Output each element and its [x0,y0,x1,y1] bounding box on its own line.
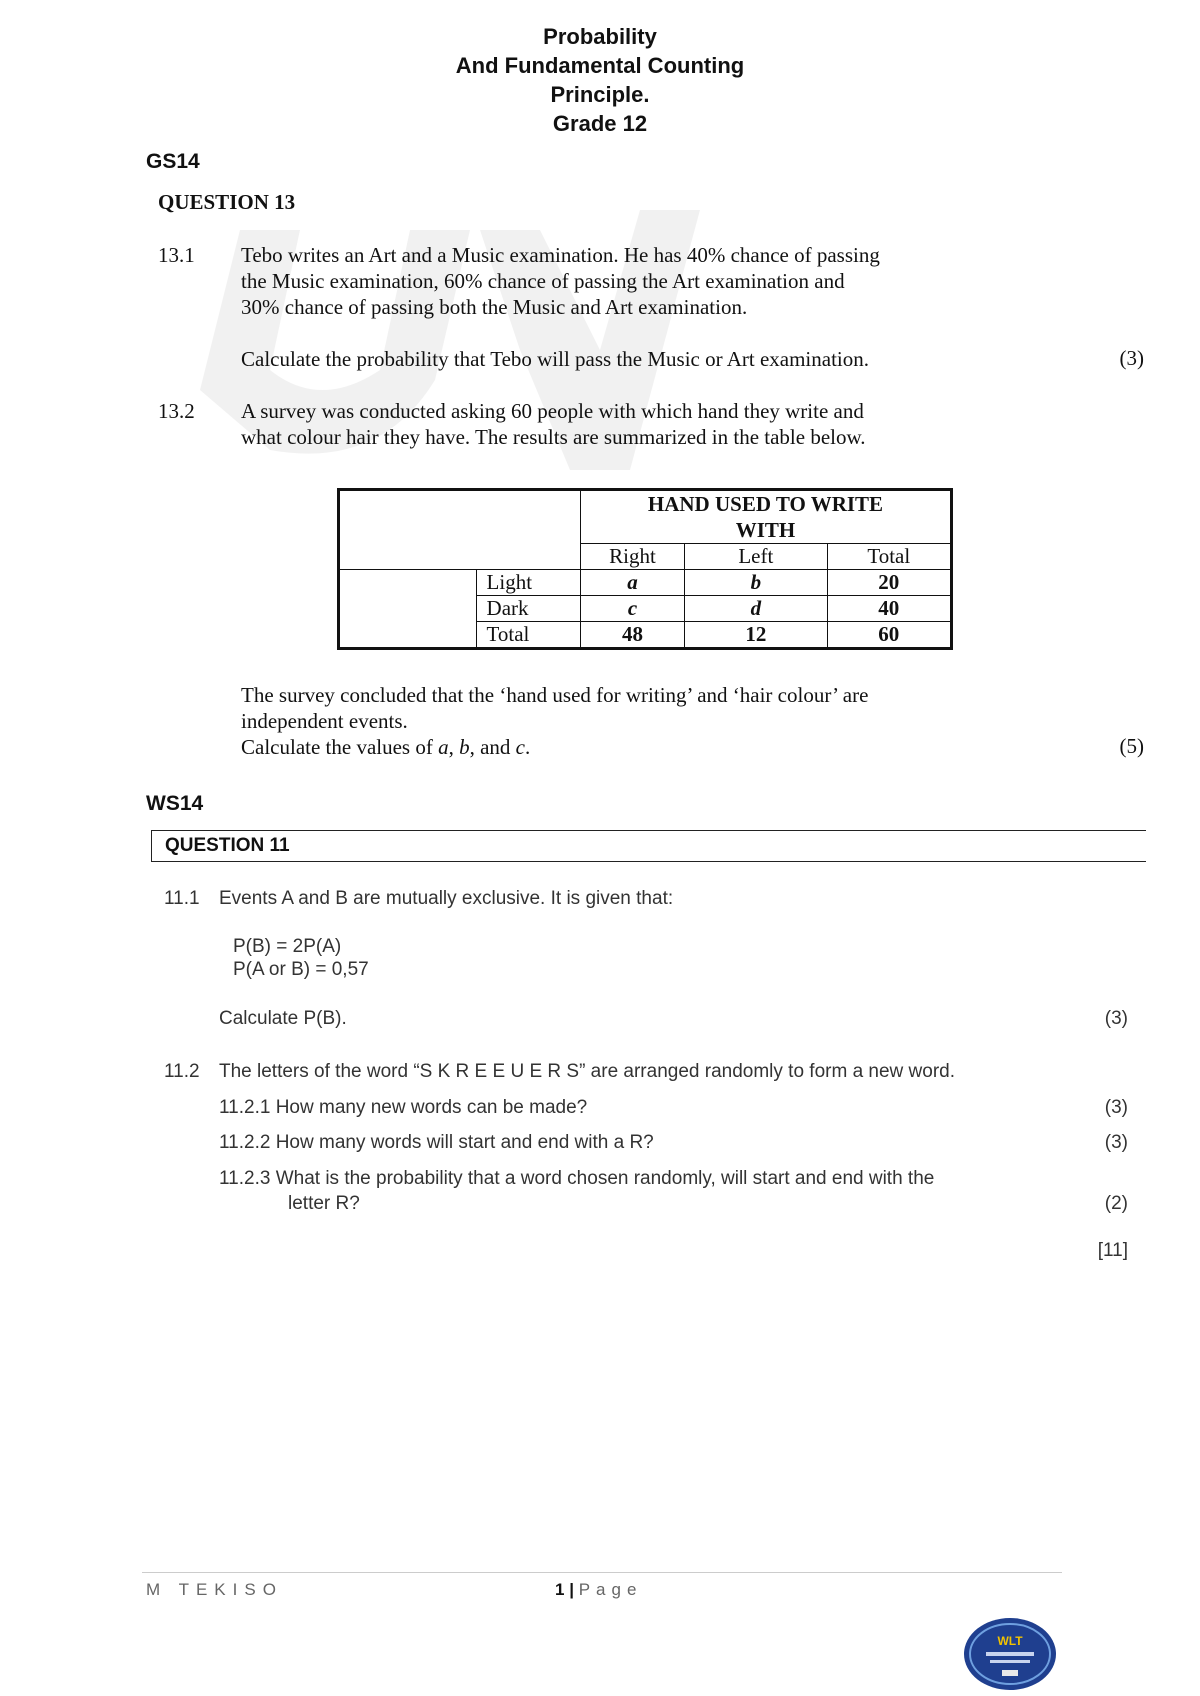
table-empty-corner [339,490,581,570]
title-line-2: And Fundamental Counting [455,53,745,78]
cell-light-total: 20 [827,570,951,596]
footer-page [555,1580,642,1600]
question-number-13-1: 13.1 [158,243,195,267]
list-item [219,1097,587,1119]
school-crest-logo-icon [962,1612,1058,1692]
conclusion-line-2: independent events. [241,709,408,733]
question-13-1-text [241,242,1051,320]
cell-left-total: 12 [685,622,827,649]
question-number-11-2: 11.2 [164,1061,200,1082]
instruction-prefix: Calculate the values of [241,735,439,759]
list-item [219,1132,654,1154]
page-label: Page [578,1580,643,1599]
question-13-2-conclusion [241,682,1047,760]
cell-right-total: 48 [580,622,684,649]
row-group-blank [339,570,477,649]
question-11-1-text: Events A and B are mutually exclusive. It is given that: [219,888,674,909]
sub-text-continued: letter R? [288,1193,360,1214]
column-header-right: Right [580,544,684,570]
sep: , [448,735,460,759]
sub-number: 11.2.3 [219,1168,271,1189]
question-11-1-instruction: Calculate P(B). [219,1008,347,1029]
q13-1-line: Tebo writes an Art and a Music examination. He has 40% chance of passing [241,243,880,267]
cell-grand-total: 60 [827,622,951,649]
var-a: a [438,735,449,759]
section-label-gs14: GS14 [146,150,200,173]
sub-number: 11.2.2 [219,1132,271,1153]
marks-11-2-3: (2) [1104,1193,1128,1214]
survey-table [337,488,953,650]
marks-13-2: (5) [1119,734,1144,758]
question-11-box [151,830,1146,862]
cell-c: c [580,596,684,622]
q13-2-line: what colour hair they have. The results are summarized in the table below. [241,425,866,449]
question-13-2-instruction [241,734,1047,760]
q13-1-line: the Music examination, 60% chance of passing the Art examination and [241,269,845,293]
question-number-11-1: 11.1 [164,888,200,909]
row-label-light: Light [476,570,580,596]
cell-b: b [685,570,827,596]
table-group-header [580,490,951,544]
marks-11-1: (3) [1104,1008,1128,1029]
table-row [339,570,952,596]
group-header-line-2: WITH [735,518,796,542]
logo-text: WLT [997,1634,1023,1648]
cell-dark-total: 40 [827,596,951,622]
question-11-2-text: The letters of the word “S K R E E U E R S” are arranged randomly to form a new word. [219,1061,956,1082]
sep: , and [469,735,516,759]
title-line-3: Principle. [550,82,650,107]
sub-text: What is the probability that a word chosen randomly, will start and end with the [275,1168,935,1189]
sub-number: 11.2.1 [219,1097,271,1118]
footer-author: M TEKISO [146,1580,283,1599]
q13-2-line: A survey was conducted asking 60 people with which hand they write and [241,399,864,423]
cell-a: a [580,570,684,596]
marks-13-1: (3) [1119,346,1144,370]
question-13-1-instruction: Calculate the probability that Tebo will pass the Music or Art examination. [241,347,870,371]
title-line-4: Grade 12 [552,111,648,136]
sub-text: How many words will start and end with a R? [275,1132,654,1153]
given-p-a-or-b: P(A or B) = 0,57 [233,959,369,980]
conclusion-line-1: The survey concluded that the ‘hand used for writing’ and ‘hair colour’ are [241,683,869,707]
q13-1-line: 30% chance of passing both the Music and Art examination. [241,295,748,319]
sep: . [525,735,531,759]
group-header-line-1: HAND USED TO WRITE [647,492,884,516]
footer-divider [142,1572,1062,1573]
var-b: b [459,735,470,759]
row-label-total: Total [476,622,580,649]
cell-d: d [685,596,827,622]
marks-11-2-2: (3) [1104,1132,1128,1153]
marks-11-2-1: (3) [1104,1097,1128,1118]
question-13-2-text [241,398,1047,450]
row-label-dark: Dark [476,596,580,622]
title-line-1: Probability [543,24,657,49]
question-13-title: QUESTION 13 [158,190,296,214]
given-p-b: P(B) = 2P(A) [233,936,342,957]
page-separator: | [569,1580,574,1599]
section-label-ws14: WS14 [146,792,204,815]
document-title [0,22,1200,138]
var-c: c [515,735,525,759]
question-11-title: QUESTION 11 [165,835,290,856]
list-item [219,1168,934,1190]
question-11-total: [11] [1097,1240,1128,1261]
sub-text: How many new words can be made? [275,1097,588,1118]
page-number: 1 [555,1580,565,1599]
question-number-13-2: 13.2 [158,399,195,423]
column-header-left: Left [685,544,827,570]
column-header-total: Total [827,544,951,570]
